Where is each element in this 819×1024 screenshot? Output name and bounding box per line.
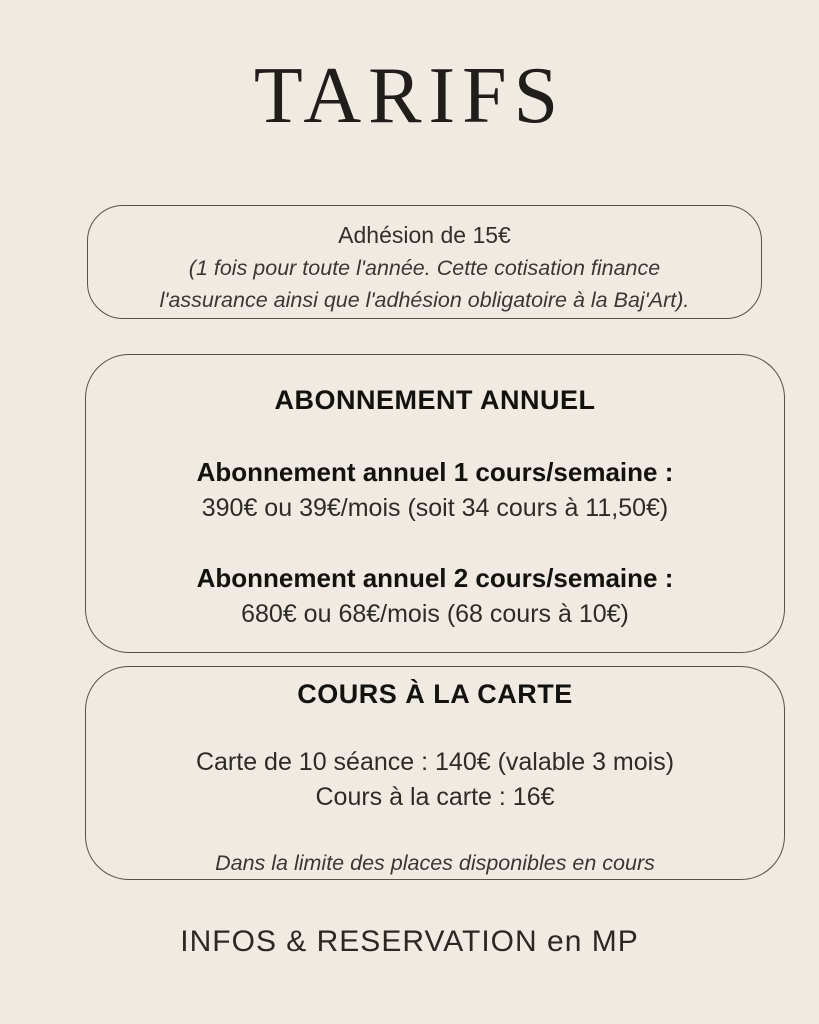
membership-note-line1: (1 fois pour toute l'année. Cette cotisation finance bbox=[188, 256, 661, 280]
carte-price-line-1: Carte de 10 séance : 140€ (valable 3 mois) bbox=[195, 748, 675, 776]
membership-price-line: Adhésion de 15€ bbox=[338, 222, 511, 248]
annual-plan-2-label: Abonnement annuel 2 cours/semaine : bbox=[196, 563, 674, 593]
course-card-box bbox=[85, 666, 785, 880]
annual-plan-2-price: 680€ ou 68€/mois (68 cours à 10€) bbox=[241, 600, 629, 628]
carte-box-heading: COURS À LA CARTE bbox=[297, 679, 573, 709]
membership-note-line2: l'assurance ainsi que l'adhésion obligatoire à la Baj'Art). bbox=[159, 288, 690, 312]
carte-availability-note: Dans la limite des places disponibles en cours bbox=[215, 851, 655, 875]
annual-plan-1-price: 390€ ou 39€/mois (soit 34 cours à 11,50€) bbox=[201, 494, 669, 522]
annual-box-heading: ABONNEMENT ANNUEL bbox=[274, 385, 596, 415]
annual-plan-1-label: Abonnement annuel 1 cours/semaine : bbox=[196, 457, 674, 487]
membership-box bbox=[87, 205, 762, 319]
annual-subscription-box bbox=[85, 354, 785, 653]
page-title: TARIFS bbox=[253, 52, 566, 140]
carte-price-lines bbox=[86, 745, 784, 815]
footer-info: INFOS & RESERVATION en MP bbox=[180, 925, 639, 958]
carte-price-line-2: Cours à la carte : 16€ bbox=[315, 783, 555, 811]
annual-plan-1 bbox=[86, 454, 784, 526]
annual-plan-2 bbox=[86, 560, 784, 632]
